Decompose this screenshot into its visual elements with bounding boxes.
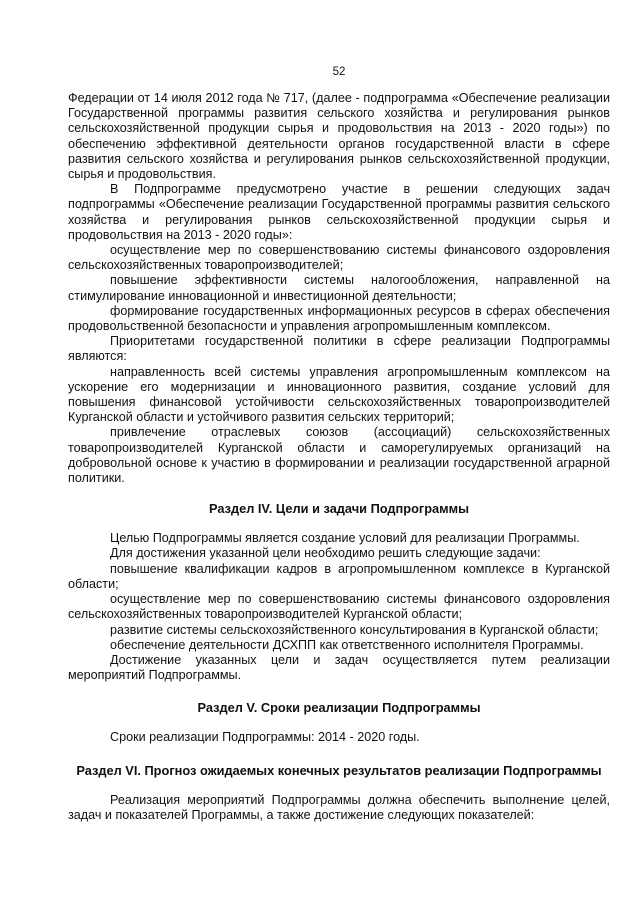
list-item: повышение квалификации кадров в агропромышленном комплексе в Курганской области;	[68, 561, 610, 591]
list-item: формирование государственных информационных ресурсов в сферах обеспечения продовольственной безопасности и управления агропромышленным комплексом.	[68, 303, 610, 334]
list-item: развитие системы сельскохозяйственного консультирования в Курганской области;	[110, 622, 599, 637]
paragraph-continuation: Федерации от 14 июля 2012 года № 717, (далее - подпрограмма «Обеспечение реализации Государственной программы развития сельского хозяйства и регулирования рынков сельскохозяйственной продукции сырья и продовольствия на 2013 - 2020 годы») по обеспечению эффективной деятельности органов государственной власти в сфере развития сельского хозяйства и регулирования рынков сельскохозяйственной продукции, сырья и продовольствия.	[68, 91, 610, 182]
paragraph-tasks-intro: Для достижения указанной цели необходимо решить следующие задачи:	[110, 546, 541, 561]
paragraph-results: Реализация мероприятий Подпрограммы должна обеспечить выполнение целей, задач и показателей Программы, а также достижение следующих показателей:	[68, 792, 610, 822]
list-item: обеспечение деятельности ДСХПП как ответственного исполнителя Программы.	[110, 637, 584, 652]
page-number: 52	[332, 66, 346, 78]
section-4-heading: Раздел IV. Цели и задачи Подпрограммы	[208, 501, 470, 517]
document-body	[68, 91, 610, 823]
list-item: осуществление мер по совершенствованию системы финансового оздоровления сельскохозяйственных товаропроизводителей Курганской области;	[68, 592, 610, 622]
list-item: повышение эффективности системы налогообложения, направленной на стимулирование инновационной и инвестиционной деятельности;	[68, 273, 610, 303]
list-item: привлечение отраслевых союзов (ассоциаций) сельскохозяйственных товаропроизводителей Курганской области и саморегулируемых организаций на добровольной основе к участию в формировании и реализации государственной аграрной политики.	[68, 425, 610, 486]
list-item: осуществление мер по совершенствованию системы финансового оздоровления сельскохозяйственных товаропроизводителей;	[68, 243, 610, 273]
paragraph-participation: В Подпрограмме предусмотрено участие в решении следующих задач подпрограммы «Обеспечение реализации Государственной программы развития сельского хозяйства и регулирования рынков сельскохозяйственной продукции сырья и продовольствия на 2013 - 2020 годы»:	[68, 182, 610, 242]
list-item: направленность всей системы управления агропромышленным комплексом на ускорение его модернизации и инновационного развития, создание условий для повышения финансовой устойчивости сельскохозяйственных товаропроизводителей Курганской области и устойчивого развития сельских территорий;	[68, 364, 610, 425]
paragraph-achievement: Достижение указанных цели и задач осуществляется путем реализации мероприятий Подпрограммы.	[68, 652, 610, 683]
section-5-heading: Раздел V. Сроки реализации Подпрограммы	[197, 700, 481, 716]
section-6-heading: Раздел VI. Прогноз ожидаемых конечных результатов реализации Подпрограммы	[76, 762, 602, 778]
paragraph-timeline: Сроки реализации Подпрограммы: 2014 - 2020 годы.	[110, 730, 420, 745]
paragraph-priorities: Приоритетами государственной политики в сфере реализации Подпрограммы являются:	[68, 334, 610, 364]
paragraph-goal: Целью Подпрограммы является создание условий для реализации Программы.	[110, 531, 580, 546]
